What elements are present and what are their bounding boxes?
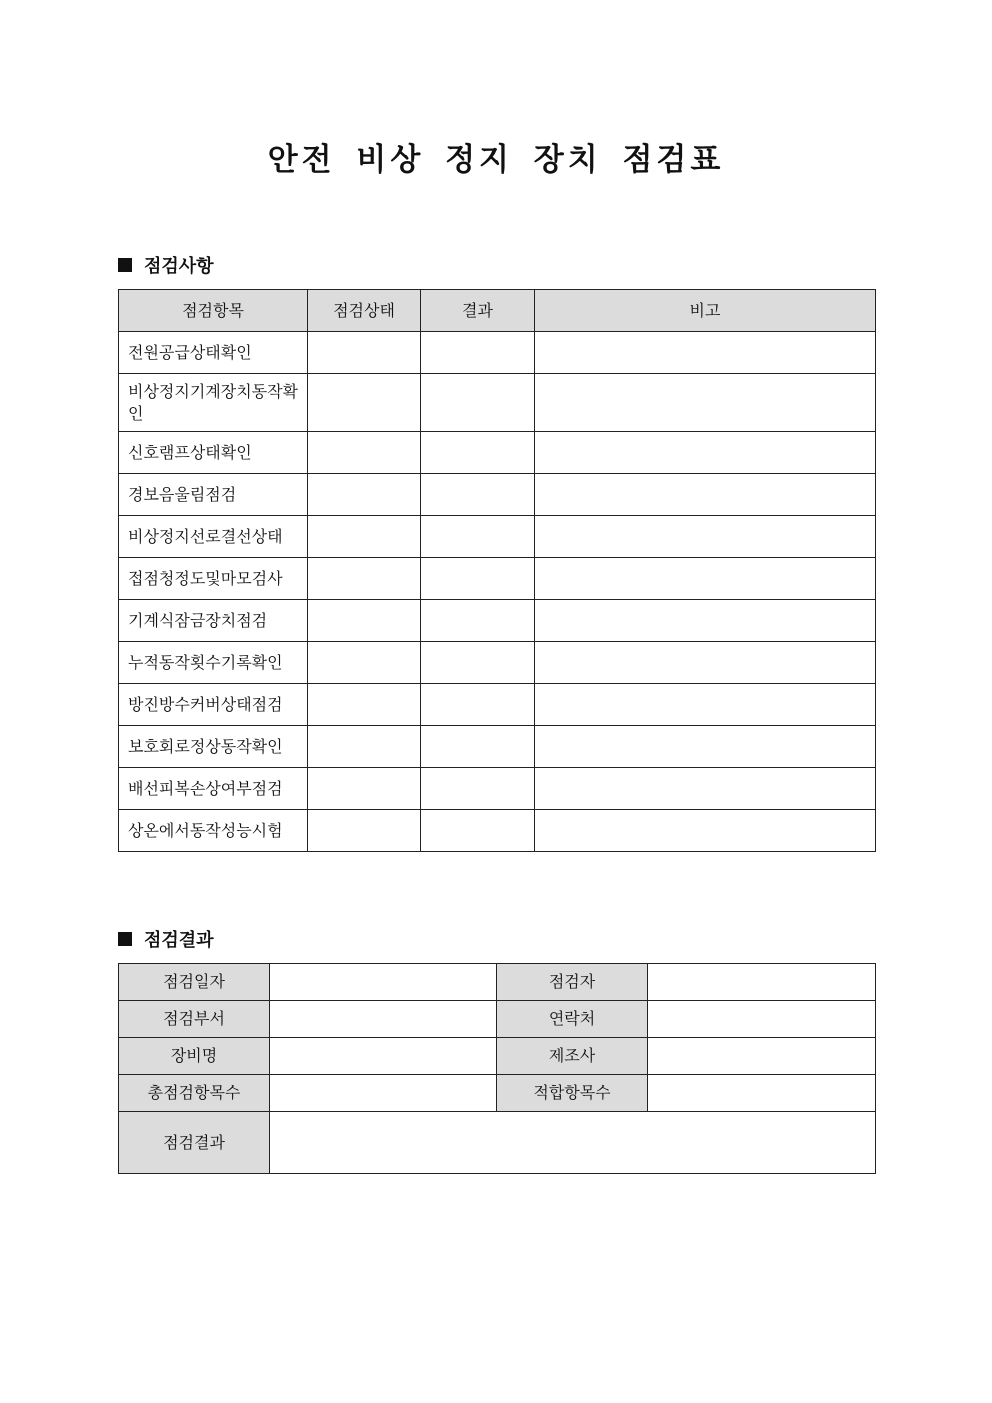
remarks-cell[interactable] bbox=[535, 600, 876, 642]
table-row bbox=[119, 768, 876, 810]
column-header-item: 점검항목 bbox=[119, 290, 308, 332]
contact-field[interactable] bbox=[648, 1001, 876, 1038]
status-cell[interactable] bbox=[308, 810, 421, 852]
label-inspector: 점검자 bbox=[497, 964, 648, 1001]
remarks-cell[interactable] bbox=[535, 768, 876, 810]
remarks-cell[interactable] bbox=[535, 474, 876, 516]
remarks-cell[interactable] bbox=[535, 374, 876, 432]
remarks-cell[interactable] bbox=[535, 726, 876, 768]
remarks-cell[interactable] bbox=[535, 810, 876, 852]
table-row bbox=[119, 810, 876, 852]
item-label: 비상정지기계장치동작확인 bbox=[119, 374, 308, 432]
result-cell[interactable] bbox=[421, 474, 535, 516]
label-equipment-name: 장비명 bbox=[119, 1038, 270, 1075]
total-items-field[interactable] bbox=[270, 1075, 497, 1112]
table-row bbox=[119, 1075, 876, 1112]
equipment-name-field[interactable] bbox=[270, 1038, 497, 1075]
item-label: 접점청정도및마모검사 bbox=[119, 558, 308, 600]
remarks-cell[interactable] bbox=[535, 642, 876, 684]
item-label: 경보음울림점검 bbox=[119, 474, 308, 516]
label-total-items: 총점검항목수 bbox=[119, 1075, 270, 1112]
remarks-cell[interactable] bbox=[535, 332, 876, 374]
status-cell[interactable] bbox=[308, 768, 421, 810]
label-inspection-date: 점검일자 bbox=[119, 964, 270, 1001]
status-cell[interactable] bbox=[308, 374, 421, 432]
column-header-result: 결과 bbox=[421, 290, 535, 332]
table-row bbox=[119, 1038, 876, 1075]
section-heading-inspection-items bbox=[118, 253, 214, 277]
result-field[interactable] bbox=[270, 1112, 876, 1174]
result-cell[interactable] bbox=[421, 332, 535, 374]
result-cell[interactable] bbox=[421, 516, 535, 558]
table-row bbox=[119, 374, 876, 432]
table-row bbox=[119, 684, 876, 726]
item-label: 기계식잠금장치점검 bbox=[119, 600, 308, 642]
result-cell[interactable] bbox=[421, 374, 535, 432]
item-label: 배선피복손상여부점검 bbox=[119, 768, 308, 810]
item-label: 방진방수커버상태점검 bbox=[119, 684, 308, 726]
result-cell[interactable] bbox=[421, 768, 535, 810]
inspection-items-table bbox=[118, 289, 876, 852]
status-cell[interactable] bbox=[308, 726, 421, 768]
label-department: 점검부서 bbox=[119, 1001, 270, 1038]
result-cell[interactable] bbox=[421, 642, 535, 684]
department-field[interactable] bbox=[270, 1001, 497, 1038]
section-heading-label: 점검결과 bbox=[144, 930, 214, 951]
table-row bbox=[119, 332, 876, 374]
inspector-field[interactable] bbox=[648, 964, 876, 1001]
item-label: 신호램프상태확인 bbox=[119, 432, 308, 474]
item-label: 상온에서동작성능시험 bbox=[119, 810, 308, 852]
item-label: 비상정지선로결선상태 bbox=[119, 516, 308, 558]
result-cell[interactable] bbox=[421, 600, 535, 642]
remarks-cell[interactable] bbox=[535, 516, 876, 558]
table-row bbox=[119, 558, 876, 600]
square-bullet-icon bbox=[118, 258, 132, 272]
column-header-remarks: 비고 bbox=[535, 290, 876, 332]
status-cell[interactable] bbox=[308, 432, 421, 474]
status-cell[interactable] bbox=[308, 642, 421, 684]
remarks-cell[interactable] bbox=[535, 432, 876, 474]
status-cell[interactable] bbox=[308, 558, 421, 600]
label-result: 점검결과 bbox=[119, 1112, 270, 1174]
column-header-status: 점검상태 bbox=[308, 290, 421, 332]
table-row bbox=[119, 964, 876, 1001]
label-manufacturer: 제조사 bbox=[497, 1038, 648, 1075]
square-bullet-icon bbox=[118, 932, 132, 946]
section-heading-label: 점검사항 bbox=[144, 256, 214, 277]
passed-items-field[interactable] bbox=[648, 1075, 876, 1112]
inspection-date-field[interactable] bbox=[270, 964, 497, 1001]
table-row bbox=[119, 516, 876, 558]
status-cell[interactable] bbox=[308, 332, 421, 374]
table-row bbox=[119, 600, 876, 642]
table-header-row bbox=[119, 290, 876, 332]
result-cell[interactable] bbox=[421, 432, 535, 474]
table-row bbox=[119, 726, 876, 768]
item-label: 누적동작횟수기록확인 bbox=[119, 642, 308, 684]
status-cell[interactable] bbox=[308, 516, 421, 558]
result-cell[interactable] bbox=[421, 558, 535, 600]
table-row bbox=[119, 1001, 876, 1038]
item-label: 보호회로정상동작확인 bbox=[119, 726, 308, 768]
status-cell[interactable] bbox=[308, 600, 421, 642]
table-row bbox=[119, 474, 876, 516]
table-row bbox=[119, 642, 876, 684]
item-label: 전원공급상태확인 bbox=[119, 332, 308, 374]
label-passed-items: 적합항목수 bbox=[497, 1075, 648, 1112]
remarks-cell[interactable] bbox=[535, 684, 876, 726]
section-heading-inspection-result bbox=[118, 927, 214, 951]
result-cell[interactable] bbox=[421, 810, 535, 852]
table-row bbox=[119, 432, 876, 474]
result-cell[interactable] bbox=[421, 684, 535, 726]
document-title: 안전 비상 정지 장치 점검표 bbox=[267, 142, 725, 178]
result-cell[interactable] bbox=[421, 726, 535, 768]
status-cell[interactable] bbox=[308, 684, 421, 726]
status-cell[interactable] bbox=[308, 474, 421, 516]
manufacturer-field[interactable] bbox=[648, 1038, 876, 1075]
inspection-result-table bbox=[118, 963, 876, 1174]
label-contact: 연락처 bbox=[497, 1001, 648, 1038]
table-row bbox=[119, 1112, 876, 1174]
remarks-cell[interactable] bbox=[535, 558, 876, 600]
